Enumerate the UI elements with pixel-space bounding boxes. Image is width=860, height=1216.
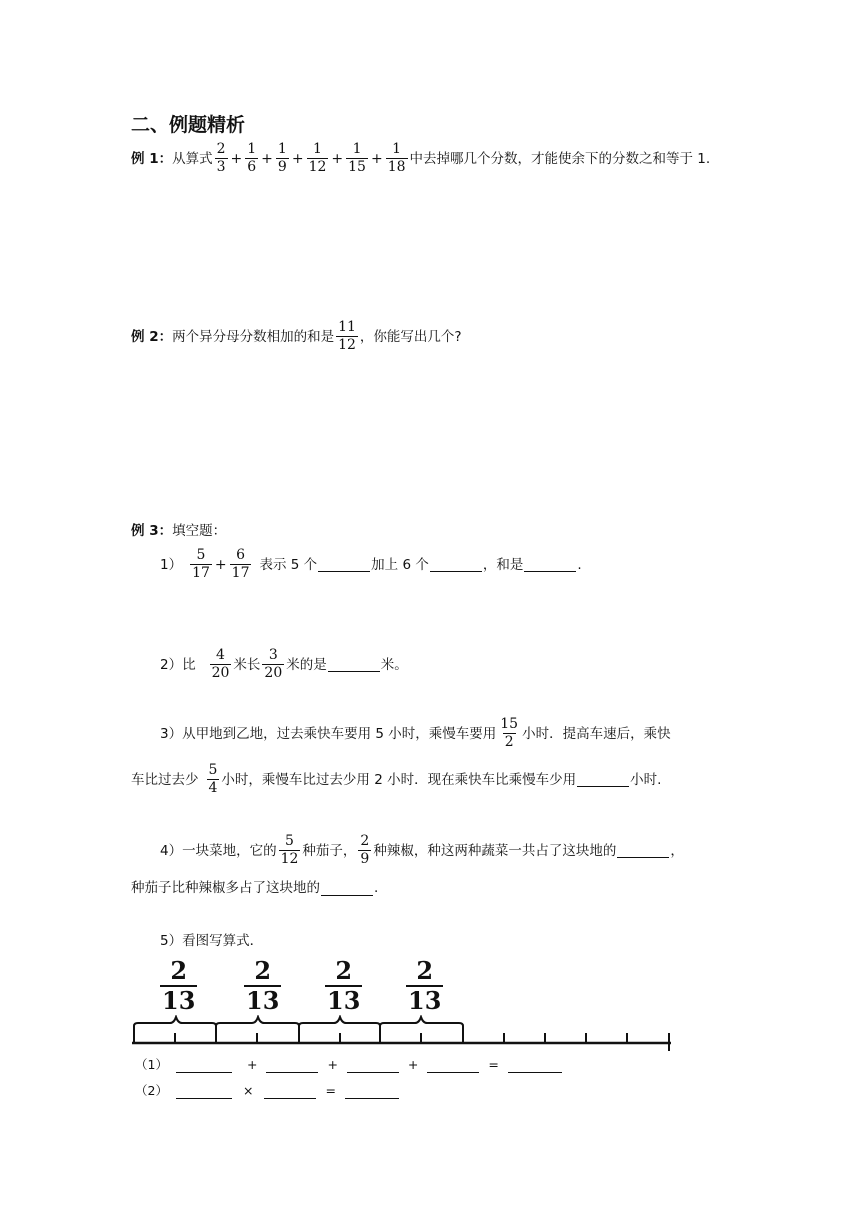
- number-line-ticks: [134, 1031, 669, 1051]
- fraction: $\frac{4}{20}$: [211, 647, 230, 681]
- fraction: $\frac{5}{12}$: [280, 833, 299, 867]
- example-2-label: 例 2: [131, 328, 159, 345]
- question-text: 加上 6 个: [371, 556, 429, 573]
- fraction: $\frac{5}{4}$: [208, 762, 218, 796]
- fraction: $\frac{2}{3}$: [216, 141, 226, 175]
- plus-sign: +: [230, 150, 243, 167]
- plus-sign: +: [327, 1057, 338, 1072]
- question-text: 米的是: [286, 656, 327, 673]
- example-1: [131, 141, 710, 176]
- answer-blank[interactable]: [508, 1058, 562, 1073]
- plus-sign: +: [407, 1057, 419, 1072]
- fraction: $\frac{5}{17}$: [192, 547, 210, 581]
- colon: ：: [158, 328, 173, 345]
- fraction: $\frac{1}{15}$: [348, 141, 366, 175]
- question-2: [160, 647, 408, 682]
- question-text: 小时．提高车速后，乘快: [522, 725, 671, 742]
- question-text: 小时.: [630, 771, 662, 788]
- fraction: $\frac{11}{12}$: [338, 319, 356, 353]
- question-4-line-2: [131, 878, 378, 898]
- question-text: 3）从甲地到乙地，过去乘快车要用 5 小时，乘慢车要用: [160, 725, 497, 742]
- equals-sign: =: [488, 1057, 499, 1072]
- fraction: $\frac{1}{6}$: [247, 141, 257, 175]
- question-text: ，和是: [482, 556, 524, 573]
- answer-blank[interactable]: [318, 557, 370, 572]
- example-2: [131, 319, 462, 354]
- question-text: 小时，乘慢车比过去少用 2 小时．现在乘快车比乘慢车少用: [221, 771, 577, 788]
- question-5-title: 5）看图写算式．: [160, 933, 264, 949]
- example-1-prefix: 从算式: [172, 150, 213, 167]
- example-1-suffix: 中去掉哪几个分数，才能使余下的分数之和等于 1.: [409, 150, 711, 167]
- figure-fraction-1: $\frac{2}{13}$: [162, 956, 196, 1015]
- answer-blank[interactable]: [321, 881, 373, 896]
- question-4-line-1: [160, 833, 684, 868]
- figure-fraction-3: $\frac{2}{13}$: [327, 956, 361, 1015]
- answer-blank[interactable]: [266, 1058, 318, 1073]
- figure-fraction-4: $\frac{2}{13}$: [408, 956, 442, 1015]
- brace-4: [380, 1017, 463, 1031]
- answer-blank[interactable]: [617, 843, 669, 858]
- figure-fraction-2: $\frac{2}{13}$: [246, 956, 280, 1015]
- fraction: $\frac{15}{2}$: [500, 716, 519, 750]
- question-3-line-1: [160, 716, 671, 751]
- question-text: 4）一块菜地，它的: [160, 842, 277, 859]
- answer-blank[interactable]: [430, 557, 482, 572]
- braces: [134, 1017, 463, 1031]
- number-line-figure: [120, 1015, 690, 1055]
- plus-sign: +: [370, 150, 383, 167]
- equation-2: [135, 1081, 400, 1101]
- times-sign: ×: [242, 1083, 254, 1098]
- question-text: 种辣椒，种这两种蔬菜一共占了这块地的: [373, 842, 617, 859]
- question-text: 米。: [380, 656, 408, 673]
- colon: ：: [158, 523, 173, 539]
- question-text: .: [374, 880, 379, 896]
- answer-blank[interactable]: [524, 557, 576, 572]
- equation-label: （2）: [135, 1083, 168, 1098]
- plus-sign: +: [291, 150, 304, 167]
- example-2-suffix: ，你能写出几个?: [359, 328, 462, 345]
- question-number: 1）: [160, 556, 183, 573]
- fraction: $\frac{1}{12}$: [308, 141, 327, 175]
- fraction: $\frac{6}{17}$: [231, 547, 250, 581]
- answer-blank[interactable]: [176, 1058, 232, 1073]
- fraction: $\frac{1}{18}$: [387, 141, 406, 175]
- plus-sign: +: [214, 556, 227, 573]
- question-text: ，: [670, 842, 684, 859]
- answer-blank[interactable]: [264, 1084, 316, 1099]
- brace-1: [134, 1017, 216, 1031]
- example-3-heading: [131, 521, 226, 541]
- answer-blank[interactable]: [328, 657, 380, 672]
- question-text: 种茄子比种辣椒多占了这块地的: [131, 880, 320, 896]
- question-text: 车比过去少: [131, 771, 199, 788]
- colon: ：: [158, 150, 173, 167]
- section-title: 二、例题精析: [131, 114, 246, 136]
- plus-sign: +: [261, 150, 273, 167]
- example-1-label: 例 1: [131, 150, 159, 167]
- question-3-line-2: [131, 762, 661, 797]
- question-number: 2）比: [160, 656, 196, 673]
- example-3-title: 填空题：: [172, 523, 227, 539]
- fraction: $\frac{3}{20}$: [264, 647, 283, 681]
- fraction: $\frac{2}{9}$: [360, 833, 370, 867]
- equation-1: [135, 1055, 563, 1075]
- question-text: 表示 5 个: [259, 556, 318, 573]
- question-text: 米长: [233, 656, 261, 673]
- brace-3: [299, 1017, 380, 1031]
- answer-blank[interactable]: [345, 1084, 399, 1099]
- equals-sign: =: [325, 1083, 336, 1098]
- plus-sign: +: [246, 1057, 258, 1072]
- answer-blank[interactable]: [577, 772, 629, 787]
- brace-2: [216, 1017, 299, 1031]
- equation-label: （1）: [135, 1057, 168, 1072]
- example-3-label: 例 3: [131, 523, 159, 539]
- example-2-prefix: 两个异分母分数相加的和是: [172, 328, 335, 345]
- question-text: .: [577, 556, 582, 573]
- answer-blank[interactable]: [347, 1058, 399, 1073]
- fraction: $\frac{1}{9}$: [277, 141, 287, 175]
- question-text: 种茄子，: [302, 842, 357, 859]
- question-1: [160, 547, 582, 582]
- answer-blank[interactable]: [427, 1058, 479, 1073]
- answer-blank[interactable]: [176, 1084, 232, 1099]
- plus-sign: +: [331, 150, 344, 167]
